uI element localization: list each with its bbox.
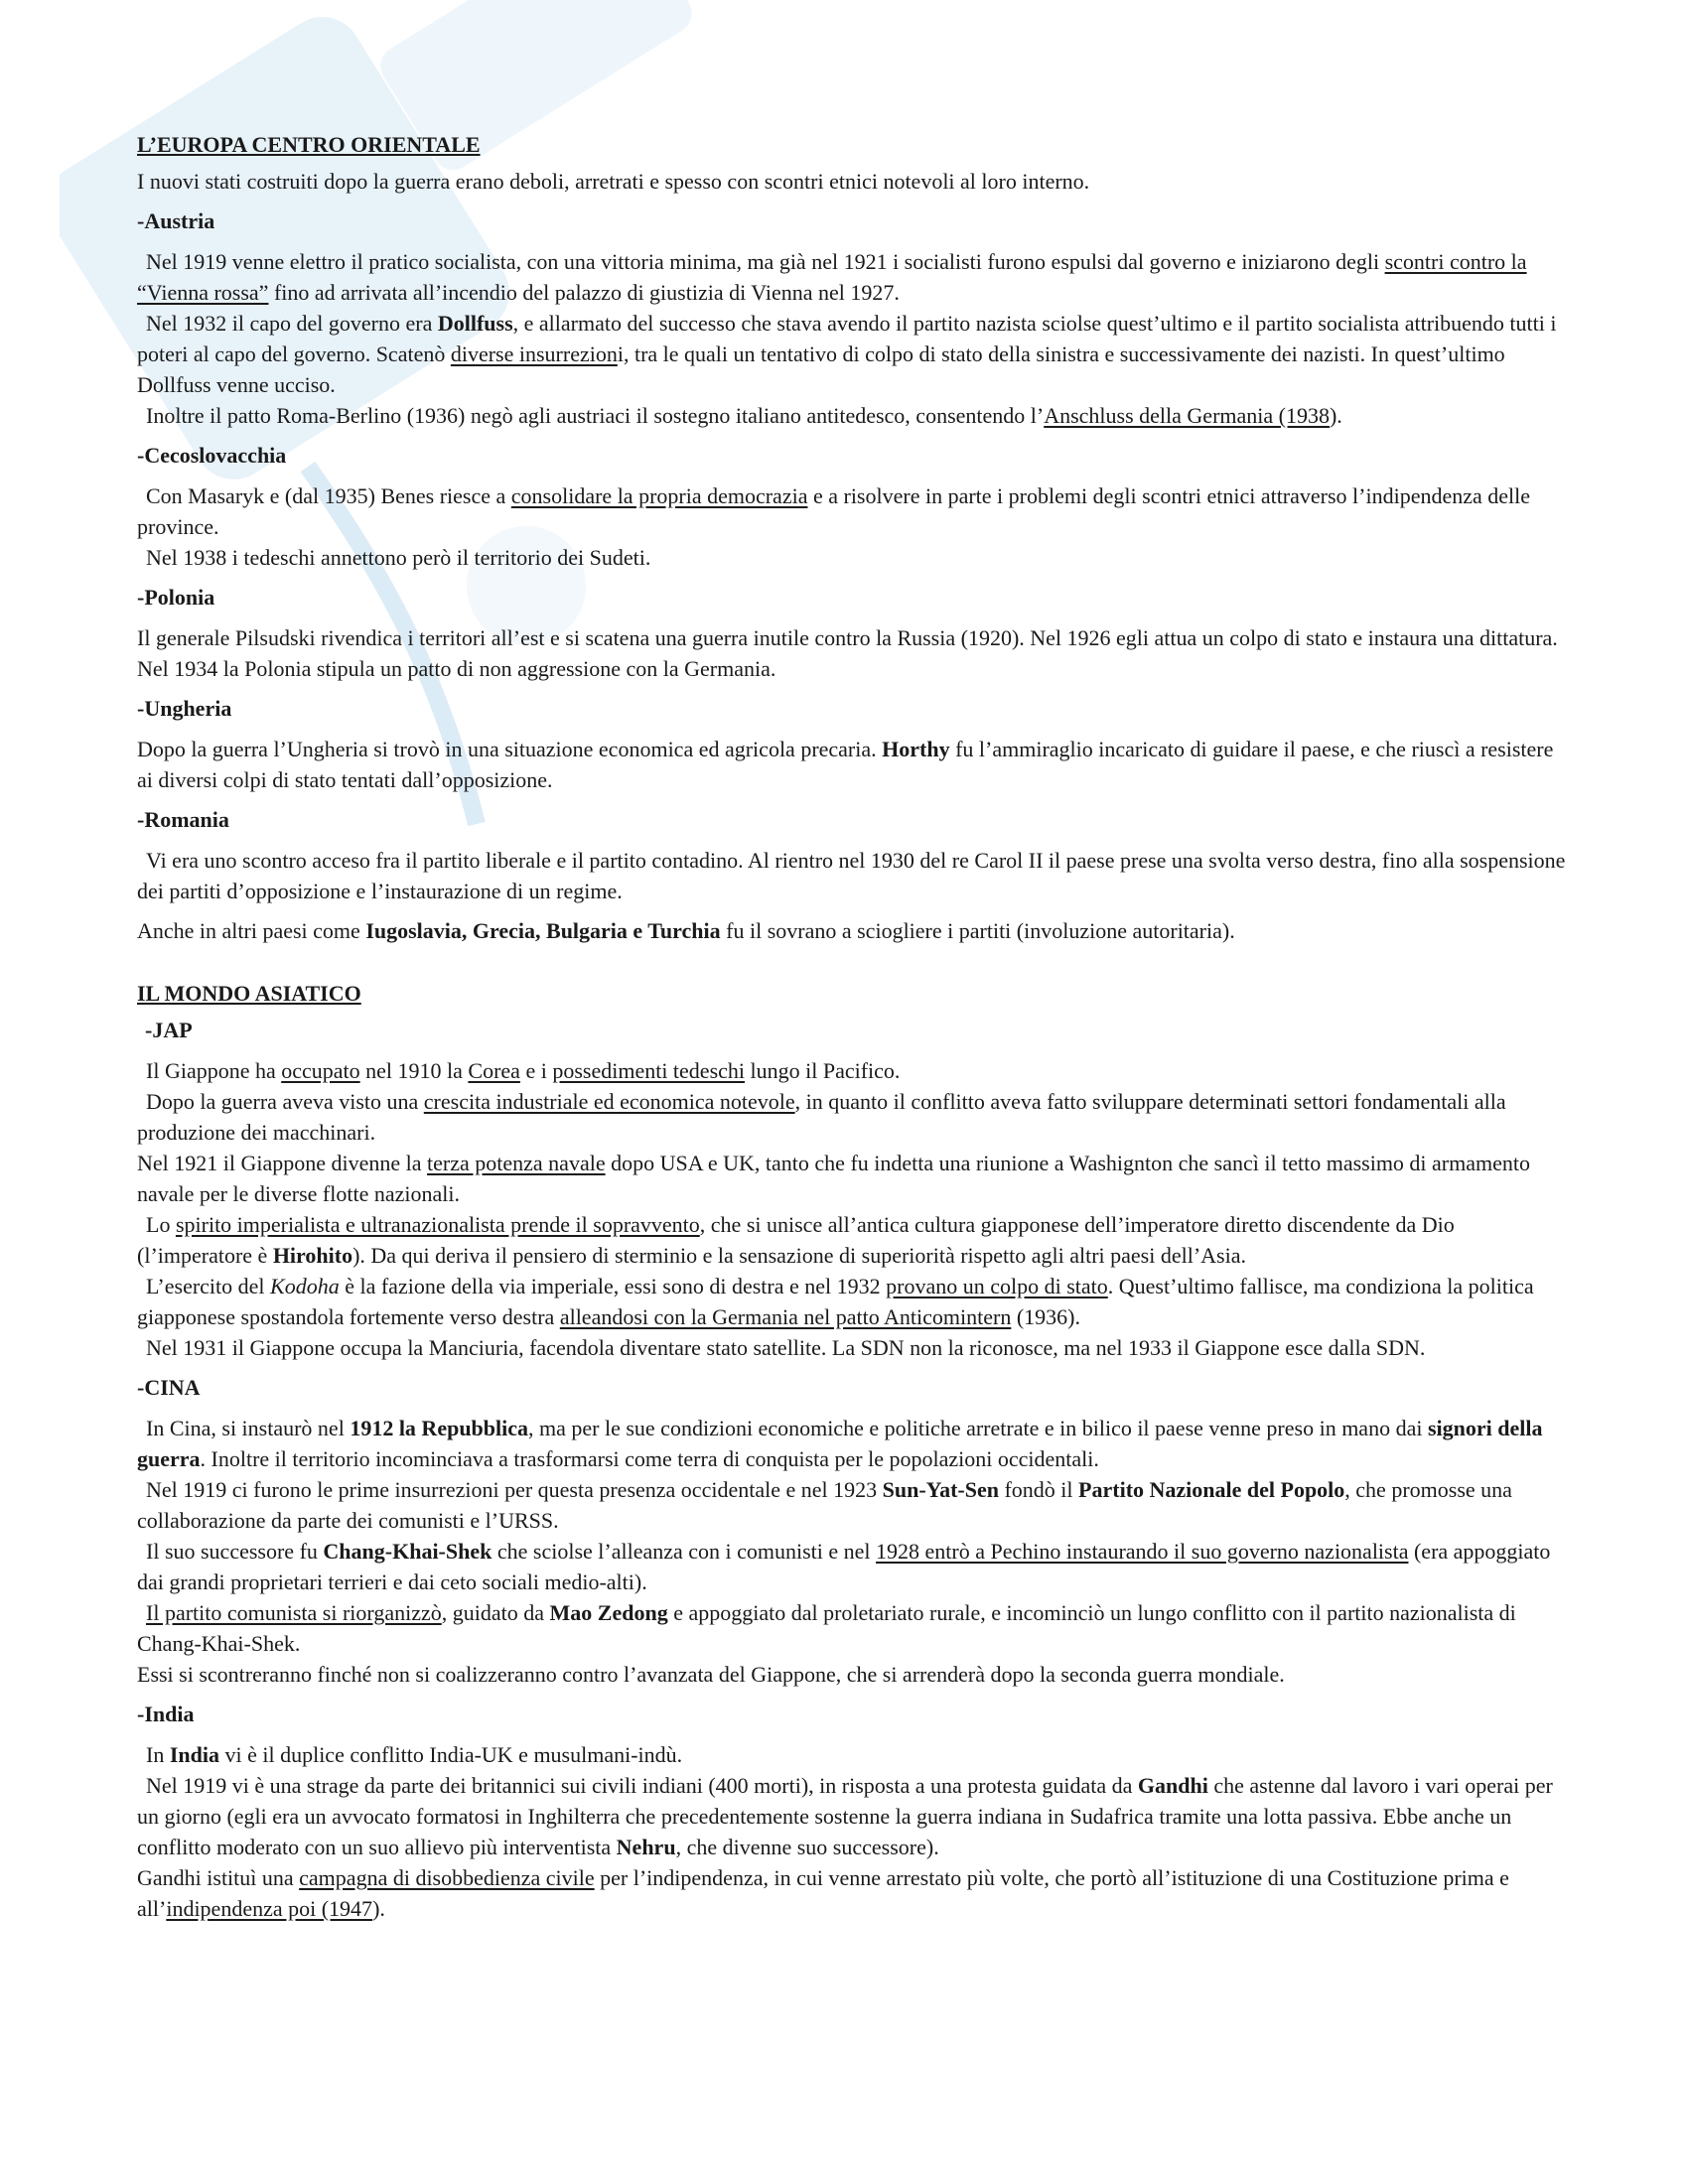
romania-paragraph-1: Vi era uno scontro acceso fra il partito liberale e il partito contadino. Al rientro nel 1930 del re Carol II il paese prese una svolta verso destra, fino alla sospensione dei partiti d’opposizione e l’instaurazione di un regime. bbox=[137, 848, 1566, 903]
section-title-ungheria: -Ungheria bbox=[137, 696, 232, 721]
jap-paragraph-2: Dopo la guerra aveva visto una crescita industriale ed economica notevole, in quanto il conflitto aveva fatto sviluppare determinati settori fondamentali alla produzione dei macchinari. bbox=[137, 1089, 1506, 1145]
jap-paragraph-5: L’esercito del Kodoha è la fazione della via imperiale, essi sono di destra e nel 1932 provano un colpo di stato. Quest’ultimo fallisce, ma condiziona la politica giapponese spostandola fortemente verso destra alleandosi con la Germania nel patto Anticomintern (1936). bbox=[137, 1274, 1534, 1329]
intro-paragraph: I nuovi stati costruiti dopo la guerra erano deboli, arretrati e spesso con scontri etnici notevoli al loro interno. bbox=[137, 169, 1090, 194]
india-paragraph-3: Gandhi istituì una campagna di disobbedienza civile per l’indipendenza, in cui venne arrestato più volte, che portò all’istituzione di una Costituzione prima e all’indipendenza poi (1947). bbox=[137, 1865, 1509, 1921]
cina-paragraph-2: Nel 1919 ci furono le prime insurrezioni per questa presenza occidentale e nel 1923 Sun-Yat-Sen fondò il Partito Nazionale del Popolo, che promosse una collaborazione da parte dei comunisti e l’URSS. bbox=[137, 1477, 1512, 1533]
romania-paragraph-2: Anche in altri paesi come Iugoslavia, Grecia, Bulgaria e Turchia fu il sovrano a sciogliere i partiti (involuzione autoritaria). bbox=[137, 918, 1235, 943]
india-paragraph-2: Nel 1919 vi è una strage da parte dei britannici sui civili indiani (400 morti), in risposta a una protesta guidata da Gandhi che astenne dal lavoro i vari operai per un giorno (egli era un avvocato formatosi in Inghilterra che precedentemente sostenne la guerra indiana in Sudafrica tramite una lotta passiva. Ebbe anche un conflitto moderato con un suo allievo più interventista Nehru, che divenne suo successore). bbox=[137, 1773, 1553, 1859]
section-title-romania: -Romania bbox=[137, 807, 229, 832]
jap-paragraph-1: Il Giappone ha occupato nel 1910 la Corea e i possedimenti tedeschi lungo il Pacifico. bbox=[146, 1058, 901, 1083]
polonia-paragraph-2: Nel 1934 la Polonia stipula un patto di non aggressione con la Germania. bbox=[137, 656, 776, 681]
cina-paragraph-1: In Cina, si instaurò nel 1912 la Repubblica, ma per le sue condizioni economiche e politiche arretrate e in bilico il paese venne preso in mano dai signori della guerra. Inoltre il territorio incominciava a trasformarsi come terra di conquista per le popolazioni occidentali. bbox=[137, 1416, 1543, 1471]
austria-paragraph-2: Nel 1932 il capo del governo era Dollfuss, e allarmato del successo che stava avendo il partito nazista sciolse quest’ultimo e il partito socialista attribuendo tutti i poteri al capo del governo. Scatenò diverse insurrezioni, tra le quali un tentativo di colpo di stato della sinistra e successivamente dei nazisti. In quest’ultimo Dollfuss venne ucciso. bbox=[137, 311, 1557, 397]
section-title-polonia: -Polonia bbox=[137, 585, 215, 610]
heading-mondo-asiatico: IL MONDO ASIATICO bbox=[137, 981, 361, 1006]
jap-paragraph-4: Lo spirito imperialista e ultranazionalista prende il sopravvento, che si unisce all’antica cultura giapponese dell’imperatore diretto discendente da Dio (l’imperatore è Hirohito). Da qui deriva il pensiero di sterminio e la sensazione di superiorità rispetto agli altri paesi dell’Asia. bbox=[137, 1212, 1455, 1268]
section-title-india: -India bbox=[137, 1702, 195, 1726]
cecoslovacchia-paragraph-1: Con Masaryk e (dal 1935) Benes riesce a consolidare la propria democrazia e a risolvere in parte i problemi degli scontri etnici attraverso l’indipendenza delle province. bbox=[137, 483, 1531, 539]
cina-paragraph-5: Essi si scontreranno finché non si coalizzeranno contro l’avanzata del Giappone, che si arrenderà dopo la seconda guerra mondiale. bbox=[137, 1662, 1285, 1687]
cina-paragraph-3: Il suo successore fu Chang-Khai-Shek che sciolse l’alleanza con i comunisti e nel 1928 entrò a Pechino instaurando il suo governo nazionalista (era appoggiato dai grandi proprietari terrieri e dai ceto sociali medio-alti). bbox=[137, 1539, 1551, 1594]
document-page bbox=[137, 129, 1567, 1924]
heading-europa-centro-orientale: L’EUROPA CENTRO ORIENTALE bbox=[137, 132, 481, 157]
cecoslovacchia-paragraph-2: Nel 1938 i tedeschi annettono però il territorio dei Sudeti. bbox=[146, 545, 651, 570]
section-title-austria: -Austria bbox=[137, 208, 215, 233]
ungheria-paragraph-1: Dopo la guerra l’Ungheria si trovò in una situazione economica ed agricola precaria. Horthy fu l’ammiraglio incaricato di guidare il paese, e che riuscì a resistere ai diversi colpi di stato tentati dall’opposizione. bbox=[137, 737, 1554, 792]
polonia-paragraph-1: Il generale Pilsudski rivendica i territori all’est e si scatena una guerra inutile contro la Russia (1920). Nel 1926 egli attua un colpo di stato e instaura una dittatura. bbox=[137, 625, 1558, 650]
cina-paragraph-4: Il partito comunista si riorganizzò, guidato da Mao Zedong e appoggiato dal proletariato rurale, e incominciò un lungo conflitto con il partito nazionalista di Chang-Khai-Shek. bbox=[137, 1600, 1516, 1656]
jap-paragraph-6: Nel 1931 il Giappone occupa la Manciuria, facendola diventare stato satellite. La SDN non la riconosce, ma nel 1933 il Giappone esce dalla SDN. bbox=[146, 1335, 1426, 1360]
section-title-cina: -CINA bbox=[137, 1375, 201, 1400]
jap-paragraph-3: Nel 1921 il Giappone divenne la terza potenza navale dopo USA e UK, tanto che fu indetta una riunione a Washignton che sancì il tetto massimo di armamento navale per le diverse flotte nazionali. bbox=[137, 1151, 1530, 1206]
india-paragraph-1: In India vi è il duplice conflitto India-UK e musulmani-indù. bbox=[146, 1742, 683, 1767]
section-title-cecoslovacchia: -Cecoslovacchia bbox=[137, 443, 287, 468]
austria-paragraph-3: Inoltre il patto Roma-Berlino (1936) negò agli austriaci il sostegno italiano antitedesco, consentendo l’Anschluss della Germania (1938). bbox=[146, 403, 1342, 428]
austria-paragraph-1: Nel 1919 venne elettro il pratico socialista, con una vittoria minima, ma già nel 1921 i socialisti furono espulsi dal governo e iniziarono degli scontri contro la “Vienna rossa” fino ad arrivata all’incendio del palazzo di giustizia di Vienna nel 1927. bbox=[137, 249, 1527, 305]
section-title-jap: -JAP bbox=[145, 1018, 193, 1042]
